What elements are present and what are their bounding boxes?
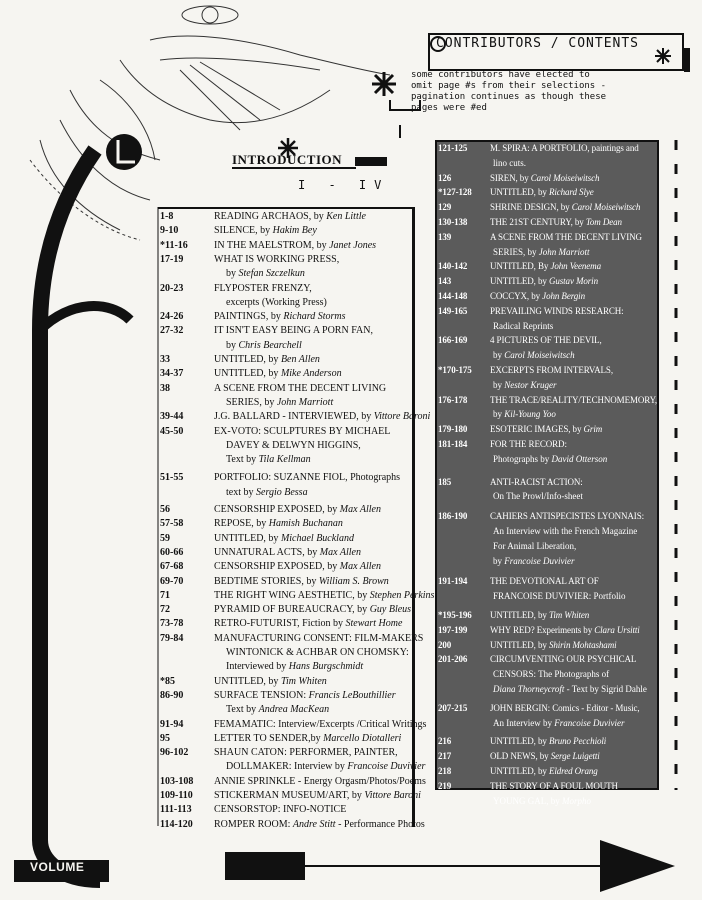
toc-entry <box>438 423 602 435</box>
toc-page-range: 1-8 <box>160 211 174 222</box>
toc-title: IT ISN'T EASY BEING A PORN FAN, <box>214 325 373 337</box>
toc-entry <box>438 216 622 228</box>
toc-author: Francoise Duvivier <box>504 555 575 566</box>
toc-author: David Otterson <box>551 453 608 464</box>
toc-title: PYRAMID OF BUREAUCRACY, by <box>214 604 370 616</box>
toc-title: EX-VOTO: SCULPTURES BY MICHAEL <box>214 425 391 437</box>
toc-title: by <box>493 409 505 420</box>
toc-title: UNTITLED, by <box>490 766 549 776</box>
toc-title: text by <box>226 486 256 498</box>
toc-title: DOLLMAKER: Interview by <box>226 761 348 773</box>
toc-author: Andrea MacKean <box>258 704 330 716</box>
toc-entry <box>438 186 594 198</box>
toc-title: by <box>226 268 239 280</box>
toc-author: Tim Whiten <box>280 675 327 687</box>
toc-title: WHAT IS WORKING PRESS, <box>214 253 340 265</box>
toc-entry <box>438 394 657 406</box>
toc-title: THE 21ST CENTURY, by <box>490 217 586 227</box>
toc-entry <box>160 324 373 338</box>
toc-page-range: 51-55 <box>160 472 184 484</box>
toc-title: by <box>493 350 505 361</box>
toc-title: UNTITLED, by <box>490 276 549 287</box>
toc-entry <box>438 290 585 302</box>
toc-page-range: 57-58 <box>160 518 184 530</box>
toc-entry <box>438 609 589 621</box>
toc-page-range: *170-175 <box>438 365 472 375</box>
toc-entry <box>438 260 601 272</box>
toc-author: Mike Anderson <box>280 368 342 380</box>
toc-author: Tim Whiten <box>548 610 590 620</box>
toc-page-range: *127-128 <box>438 187 472 198</box>
bottom-arrow <box>225 840 675 892</box>
toc-page-range: 201-206 <box>438 654 468 665</box>
toc-entry <box>226 296 327 310</box>
toc-title: FLYPOSTER FRENZY, <box>214 282 312 294</box>
toc-entry <box>160 689 396 703</box>
toc-entry <box>493 540 576 552</box>
toc-page-range: 9-10 <box>160 225 179 237</box>
toc-title: CENSORS: The Photographs of <box>493 669 610 680</box>
toc-author: Marcello Diotalleri <box>323 732 402 744</box>
toc-entry <box>493 320 553 332</box>
toc-title: DAVEY & DELWYN HIGGINS, <box>226 439 361 451</box>
toc-entry <box>160 546 361 560</box>
toc-page-range: 86-90 <box>160 689 184 701</box>
toc-page-range: 95 <box>160 732 170 744</box>
toc-entry <box>160 425 390 439</box>
toc-author: Gustav Morin <box>548 276 598 287</box>
toc-title: THE DEVOTIONAL ART OF <box>490 576 599 587</box>
toc-title: A SCENE FROM THE DECENT LIVING <box>214 382 387 394</box>
toc-entry <box>493 590 626 602</box>
toc-entry <box>160 471 400 485</box>
toc-page-range: 60-66 <box>160 546 184 558</box>
toc-entry <box>438 510 644 522</box>
toc-page-range: 71 <box>160 589 170 601</box>
toc-title: YOUNG GAL, by <box>493 795 562 806</box>
toc-author: Sergio Bessa <box>256 486 308 498</box>
toc-entry <box>226 453 311 467</box>
toc-title: lino cuts. <box>493 157 526 168</box>
toc-entry <box>160 732 401 746</box>
toc-author: Vittore Baroni <box>364 790 421 801</box>
contents-title: CONTRIBUTORS / CONTENTS <box>436 36 640 51</box>
toc-suffix: - Text by Sigrid Dahle <box>564 684 647 694</box>
toc-author: Janet Jones <box>329 239 377 251</box>
toc-author: John Veenema <box>550 261 601 272</box>
toc-page-range: 111-113 <box>160 804 192 816</box>
toc-entry <box>438 201 640 213</box>
toc-title: CENSORSHIP EXPOSED, by <box>214 504 340 515</box>
toc-title: UNTITLED, By <box>490 261 551 272</box>
header-decoration <box>684 48 690 72</box>
toc-entry <box>160 210 366 224</box>
toc-page-range: 121-125 <box>438 143 468 153</box>
toc-title: UNTITLED, by <box>490 736 549 747</box>
toc-title: Photographs by <box>493 453 552 464</box>
toc-author: Kil-Young Yoo <box>504 409 556 420</box>
toc-entry <box>160 224 317 238</box>
introduction-heading: INTRODUCTION <box>232 152 356 169</box>
toc-page-range: 56 <box>160 504 170 515</box>
toc-title: STICKERMAN MUSEUM/ART, by <box>214 790 365 801</box>
toc-entry <box>160 589 434 603</box>
toc-entry <box>160 310 346 324</box>
toc-author: John Marriott <box>276 396 334 408</box>
toc-title: EXCERPTS FROM INTERVALS, <box>490 365 613 375</box>
toc-title: ROMPER ROOM: <box>214 818 293 830</box>
toc-author: Guy Bleus <box>369 604 412 616</box>
toc-title: THE STORY OF A FOUL MOUTH <box>490 780 618 791</box>
toc-author: Stewart Home <box>345 618 403 630</box>
toc-title: PORTFOLIO: SUZANNE FIOL, Photographs <box>214 472 401 484</box>
toc-title: UNNATURAL ACTS, by <box>214 546 320 558</box>
toc-title: THE TRACE/REALITY/TECHNOMEMORY, <box>490 394 658 405</box>
toc-author: Morpho <box>562 795 591 806</box>
toc-author: John Marriott <box>538 246 590 257</box>
toc-title: For Animal Liberation, <box>493 540 577 551</box>
toc-entry <box>438 231 642 243</box>
toc-entry <box>438 438 567 450</box>
toc-title: by <box>493 555 505 566</box>
toc-title: CAHIERS ANTISPECISTES LYONNAIS: <box>490 511 645 522</box>
toc-entry <box>160 517 343 531</box>
toc-page-range: 96-102 <box>160 747 189 759</box>
toc-title: UNTITLED, by <box>214 532 281 544</box>
toc-entry <box>493 349 575 361</box>
toc-entry <box>438 364 613 376</box>
toc-author: Bruno Pecchioli <box>548 736 607 747</box>
toc-title: UNTITLED, by <box>214 675 281 687</box>
toc-entry <box>438 172 599 184</box>
toc-entry <box>438 750 600 762</box>
introduction-pages: I - IV <box>298 178 390 192</box>
toc-page-range: 186-190 <box>438 511 468 522</box>
toc-title: ANTI-RACIST ACTION: <box>490 476 583 487</box>
toc-entry <box>160 775 426 789</box>
toc-author: Hamish Buchanan <box>268 518 343 530</box>
toc-author: Chris Bearchell <box>238 339 302 351</box>
toc-author: Richard Storms <box>283 311 346 323</box>
toc-entry <box>160 282 312 296</box>
toc-title: A SCENE FROM THE DECENT LIVING <box>490 231 642 242</box>
toc-entry <box>160 789 421 803</box>
toc-page-range: 176-178 <box>438 394 468 405</box>
toc-author: Serge Luigetti <box>550 751 600 762</box>
toc-entry <box>493 453 607 465</box>
toc-entry <box>438 142 639 154</box>
toc-suffix: - Performance Photos <box>335 818 425 830</box>
toc-author: Carol Moiseiwitsch <box>571 202 641 213</box>
toc-page-range: 200 <box>438 639 452 650</box>
toc-title: FOR THE RECORD: <box>490 439 567 449</box>
toc-title: FRANCOISE DUVIVIER: Portfolio <box>493 591 626 602</box>
toc-author: Shirin Mohtashami <box>548 639 617 650</box>
toc-page-range: 73-78 <box>160 618 184 630</box>
toc-entry <box>493 525 637 537</box>
toc-page-range: 67-68 <box>160 561 184 573</box>
toc-title: Text by <box>226 704 259 716</box>
toc-page-range: 185 <box>438 476 452 487</box>
toc-entry <box>226 703 329 717</box>
toc-title: WINTONICK & ACHBAR ON CHOMSKY: <box>226 647 409 658</box>
toc-entry <box>160 746 398 760</box>
toc-page-range: 39-44 <box>160 411 184 423</box>
toc-title: ESOTERIC IMAGES, by <box>490 424 584 435</box>
toc-title: SERIES, by <box>493 246 539 257</box>
toc-title: Radical Reprints <box>493 320 554 331</box>
toc-entry <box>438 624 640 636</box>
toc-entry <box>493 683 647 695</box>
asterisk-icon <box>372 72 396 96</box>
toc-title: by <box>226 339 239 351</box>
toc-entry <box>438 702 640 714</box>
toc-page-range: 45-50 <box>160 425 184 437</box>
toc-entry <box>493 157 526 169</box>
toc-entry <box>493 717 624 729</box>
toc-page-range: 27-32 <box>160 325 184 337</box>
toc-entry <box>160 560 381 574</box>
toc-page-range: *11-16 <box>160 239 188 251</box>
toc-author: Michael Buckland <box>280 532 354 544</box>
angel-illustration <box>30 6 390 240</box>
toc-page-range: 197-199 <box>438 624 468 635</box>
toc-entry <box>160 367 342 381</box>
toc-title: UNTITLED, by <box>214 354 281 365</box>
toc-title: SILENCE, by <box>214 225 273 237</box>
toc-page-range: 219 <box>438 780 452 791</box>
toc-entry <box>160 675 327 689</box>
toc-entry <box>438 334 602 346</box>
toc-entry <box>160 718 426 732</box>
toc-title: ANNIE SPRINKLE - Energy Orgasm/Photos/Poems <box>214 775 426 787</box>
toc-page-range: 20-23 <box>160 282 184 294</box>
circle-l-mark <box>106 134 142 170</box>
toc-entry <box>160 532 354 546</box>
toc-entry <box>438 735 606 747</box>
toc-page-range: 218 <box>438 766 452 776</box>
toc-page-range: *195-196 <box>438 610 472 620</box>
toc-entry <box>160 617 402 631</box>
toc-page-range: 69-70 <box>160 575 184 587</box>
toc-author: Francis LeBouthillier <box>308 689 396 701</box>
toc-author: Tom Dean <box>585 217 622 227</box>
toc-title: UNTITLED, by <box>490 639 549 650</box>
toc-title: by <box>493 379 505 390</box>
toc-title: JOHN BERGIN: Comics - Editor - Music, <box>490 702 640 713</box>
toc-author: Max Allen <box>319 546 361 558</box>
toc-page-range: 79-84 <box>160 632 184 644</box>
toc-author: Nestor Kruger <box>504 379 557 390</box>
toc-entry <box>226 339 302 353</box>
toc-entry <box>160 818 425 832</box>
toc-title: Text by <box>226 454 259 466</box>
toc-author: William S. Brown <box>318 575 389 587</box>
toc-entry <box>160 353 320 367</box>
toc-entry <box>226 396 333 410</box>
toc-entry <box>438 575 599 587</box>
toc-title: MANUFACTURING CONSENT: FILM-MAKERS <box>214 632 424 644</box>
toc-entry <box>226 439 361 453</box>
toc-author: John Bergin <box>542 291 585 301</box>
toc-page-range: 33 <box>160 354 170 365</box>
toc-author: Richard Slye <box>548 187 594 198</box>
toc-entry <box>160 503 381 517</box>
toc-author: Ben Allen <box>280 354 320 365</box>
toc-author: Max Allen <box>339 504 381 515</box>
toc-title: IN THE MAELSTROM, by <box>214 239 330 251</box>
toc-entry <box>160 575 389 589</box>
toc-entry <box>438 476 583 488</box>
toc-page-range: 126 <box>438 172 452 183</box>
toc-page-range: 72 <box>160 604 170 616</box>
toc-entry <box>160 382 386 396</box>
toc-title: REPOSE, by <box>214 518 269 530</box>
toc-title: OLD NEWS, by <box>490 751 551 762</box>
toc-author: Andre Stitt <box>292 818 336 830</box>
toc-entry <box>493 490 583 502</box>
volume-label: VOLUME <box>30 860 85 874</box>
toc-entry <box>160 239 376 253</box>
toc-title: WHY RED? Experiments by <box>490 624 595 635</box>
toc-page-range: 38 <box>160 382 170 394</box>
toc-entry <box>160 410 430 424</box>
toc-title: Interviewed by <box>226 661 289 673</box>
toc-author: Clara Ursitti <box>594 624 640 635</box>
toc-entry <box>226 267 305 281</box>
toc-page-range: 207-215 <box>438 702 468 713</box>
toc-title: J.G. BALLARD - INTERVIEWED, by <box>214 411 374 423</box>
introduction-bar <box>355 157 387 166</box>
toc-page-range: 139 <box>438 231 452 242</box>
toc-entry <box>160 603 411 617</box>
toc-author: Stephen Perkins <box>369 589 435 601</box>
toc-title: SERIES, by <box>226 396 277 408</box>
toc-page-range: *85 <box>160 675 175 687</box>
toc-title: excerpts (Working Press) <box>226 296 327 308</box>
toc-page-range: 216 <box>438 736 452 747</box>
toc-entry <box>160 253 339 267</box>
toc-title: An Interview by <box>493 717 555 728</box>
toc-title: An Interview with the French Magazine <box>493 526 638 536</box>
toc-author: Hans Burgschmidt <box>288 661 364 673</box>
toc-title: RETRO-FUTURIST, Fiction by <box>214 618 346 630</box>
toc-entry <box>438 639 617 651</box>
toc-entry <box>438 653 636 665</box>
toc-author: Max Allen <box>339 561 381 573</box>
toc-page-range: 191-194 <box>438 576 468 587</box>
toc-title: PREVAILING WINDS RESEARCH: <box>490 305 624 316</box>
toc-title: On The Prowl/Info-sheet <box>493 491 583 502</box>
toc-title: PAINTINGS, by <box>214 311 284 323</box>
toc-entry <box>493 795 591 807</box>
toc-page-range: 179-180 <box>438 424 468 435</box>
toc-page-range: 103-108 <box>160 775 194 787</box>
toc-entry <box>493 379 557 391</box>
toc-title: CIRCUMVENTING OUR PSYCHICAL <box>490 654 637 665</box>
toc-page-range: 59 <box>160 532 170 544</box>
toc-title: READING ARCHAOS, by <box>214 211 327 222</box>
toc-entry <box>226 760 425 774</box>
toc-title: M. SPIRA: A PORTFOLIO, paintings and <box>490 143 639 153</box>
toc-entry <box>493 246 590 258</box>
toc-page-range: 149-165 <box>438 305 468 316</box>
toc-title: LETTER TO SENDER,by <box>214 732 324 744</box>
volume-two-mark <box>14 150 130 882</box>
toc-title: SURFACE TENSION: <box>214 689 309 701</box>
toc-author: Carol Moiseiwitsch <box>530 172 600 183</box>
toc-title: THE RIGHT WING AESTHETIC, by <box>214 589 370 601</box>
toc-page-range: 24-26 <box>160 311 184 323</box>
toc-title: CENSORSHIP EXPOSED, by <box>214 561 340 573</box>
toc-author: Grim <box>583 424 603 435</box>
toc-author: Tila Kellman <box>258 454 311 466</box>
pagination-note: some contributors have elected to omit page #s from their selections - pagination continues as though these pages were #ed <box>411 70 607 113</box>
toc-author: Vittore Baroni <box>373 411 431 423</box>
toc-title: UNTITLED, by <box>490 187 549 198</box>
toc-entry <box>438 305 624 317</box>
toc-author: Carol Moiseiwitsch <box>504 350 575 361</box>
toc-page-range: 109-110 <box>160 790 193 801</box>
toc-page-range: 217 <box>438 751 452 762</box>
toc-author: Francoise Duvivier <box>554 717 625 728</box>
toc-title: Diana Thorneycroft <box>493 684 565 694</box>
toc-title: FEMAMATIC: Interview/Excerpts /Critical Writings <box>214 718 427 730</box>
toc-entry <box>226 646 409 660</box>
toc-entry <box>160 803 346 817</box>
toc-entry <box>493 555 574 567</box>
toc-author: Ken Little <box>326 211 366 222</box>
toc-entry <box>226 660 363 674</box>
toc-page-range: 130-138 <box>438 217 468 227</box>
toc-page-range: 114-120 <box>160 818 193 830</box>
toc-page-range: 34-37 <box>160 368 184 380</box>
toc-entry <box>160 632 423 646</box>
toc-title: SHRINE DESIGN, by <box>490 202 572 213</box>
toc-entry <box>493 668 609 680</box>
toc-title: SHAUN CATON: PERFORMER, PAINTER, <box>214 747 398 759</box>
toc-title: SIREN, by <box>490 172 531 183</box>
toc-entry <box>226 486 308 500</box>
toc-page-range: 140-142 <box>438 261 468 272</box>
toc-title: COCCYX, by <box>490 291 543 301</box>
toc-title: UNTITLED, by <box>214 368 281 380</box>
toc-author: Hakim Bey <box>272 225 317 237</box>
toc-title: UNTITLED, by <box>490 610 549 620</box>
toc-page-range: 144-148 <box>438 291 468 301</box>
toc-author: Eldred Orang <box>548 766 598 776</box>
toc-author: Francoise Duvivier <box>347 761 426 773</box>
toc-page-range: 166-169 <box>438 335 468 346</box>
toc-entry <box>493 408 556 420</box>
toc-page-range: 91-94 <box>160 718 184 730</box>
toc-page-range: 17-19 <box>160 253 184 265</box>
toc-entry <box>438 765 598 777</box>
toc-author: Stefan Szczelkun <box>238 268 305 280</box>
toc-title: BEDTIME STORIES, by <box>214 575 319 587</box>
toc-title: 4 PICTURES OF THE DEVIL, <box>490 335 602 346</box>
toc-page-range: 181-184 <box>438 439 468 449</box>
toc-entry <box>438 275 598 287</box>
toc-page-range: 129 <box>438 202 452 213</box>
toc-title: CENSORSTOP: INFO-NOTICE <box>214 804 347 816</box>
toc-page-range: 143 <box>438 276 452 287</box>
toc-entry <box>438 780 618 792</box>
